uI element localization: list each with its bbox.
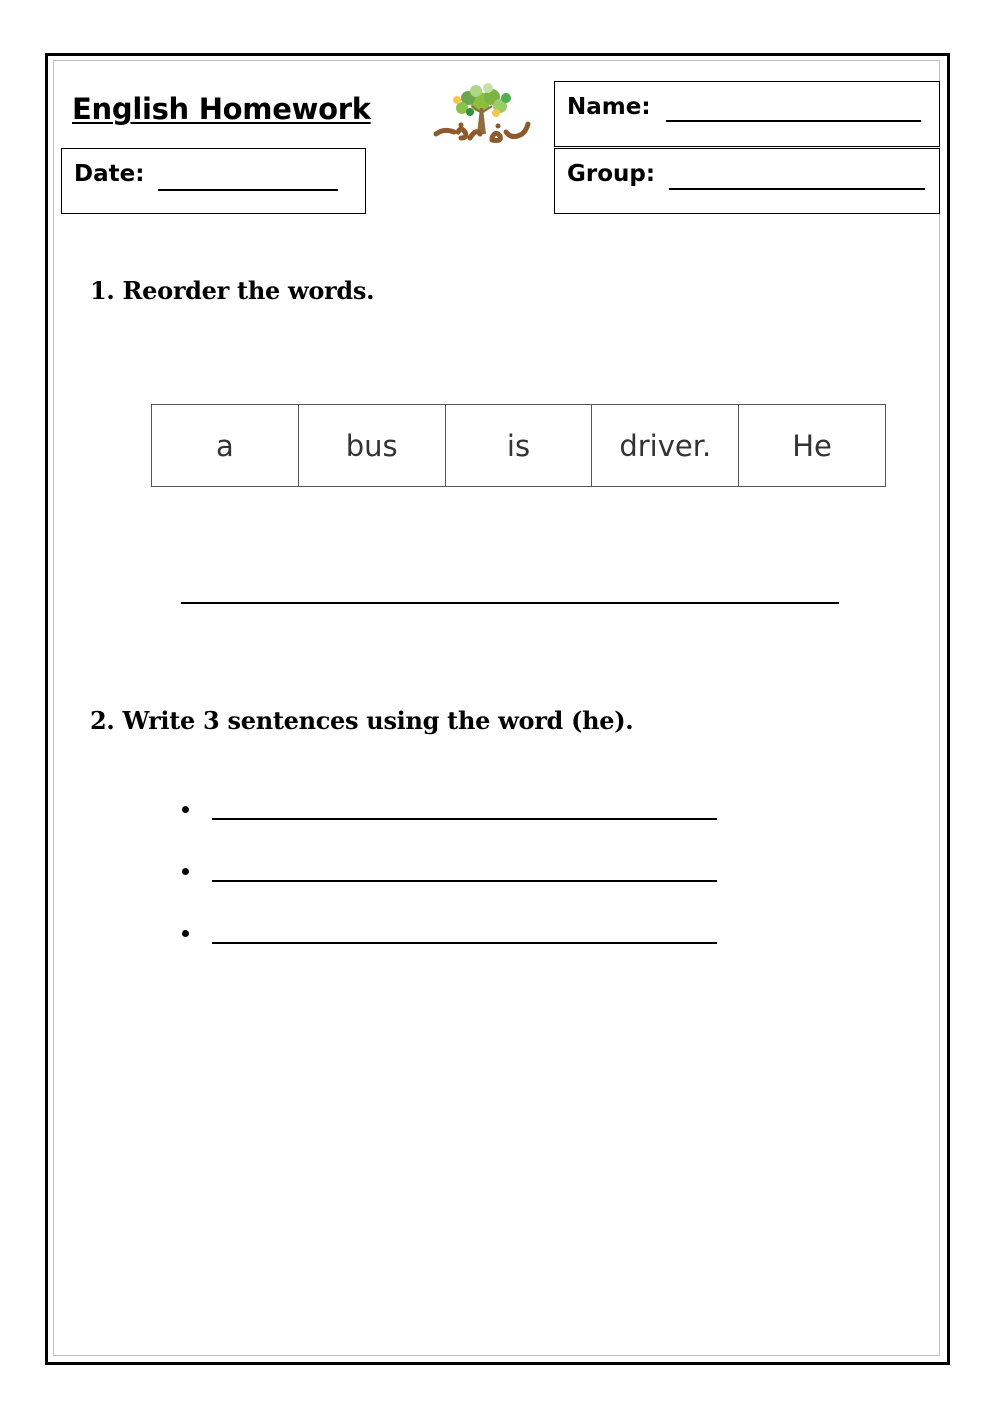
answer-blank-line (212, 818, 717, 820)
answer-blank-line (212, 942, 717, 944)
word-card[interactable]: He (792, 428, 832, 463)
date-blank-line (158, 189, 338, 191)
worksheet-title: English Homework (72, 92, 371, 126)
name-label: Name: (567, 94, 651, 120)
bullet-icon (182, 930, 189, 937)
word-card[interactable]: is (446, 405, 593, 486)
question-2-prompt: 2. Write 3 sentences using the word (he). (90, 706, 634, 735)
word-bank-table (151, 404, 886, 487)
name-field[interactable] (554, 81, 940, 147)
date-field[interactable] (61, 148, 366, 214)
group-label: Group: (567, 161, 656, 187)
group-blank-line (669, 188, 925, 190)
bullet-icon (182, 868, 189, 875)
word-card[interactable]: bus (299, 405, 446, 486)
name-blank-line (666, 120, 921, 122)
rawafed-tree-logo-icon (430, 82, 534, 150)
bullet-icon (182, 806, 189, 813)
word-card[interactable]: a (152, 405, 299, 486)
question-1-prompt: 1. Reorder the words. (90, 276, 375, 305)
word-card[interactable]: driver. (592, 405, 739, 486)
date-label: Date: (74, 161, 145, 187)
answer-blank-line (212, 880, 717, 882)
reorder-answer-line[interactable] (181, 602, 839, 604)
sentence-answer-line[interactable] (180, 798, 720, 822)
sentence-answer-line[interactable] (180, 922, 720, 946)
group-field[interactable] (554, 148, 940, 214)
sentence-answer-line[interactable] (180, 860, 720, 884)
